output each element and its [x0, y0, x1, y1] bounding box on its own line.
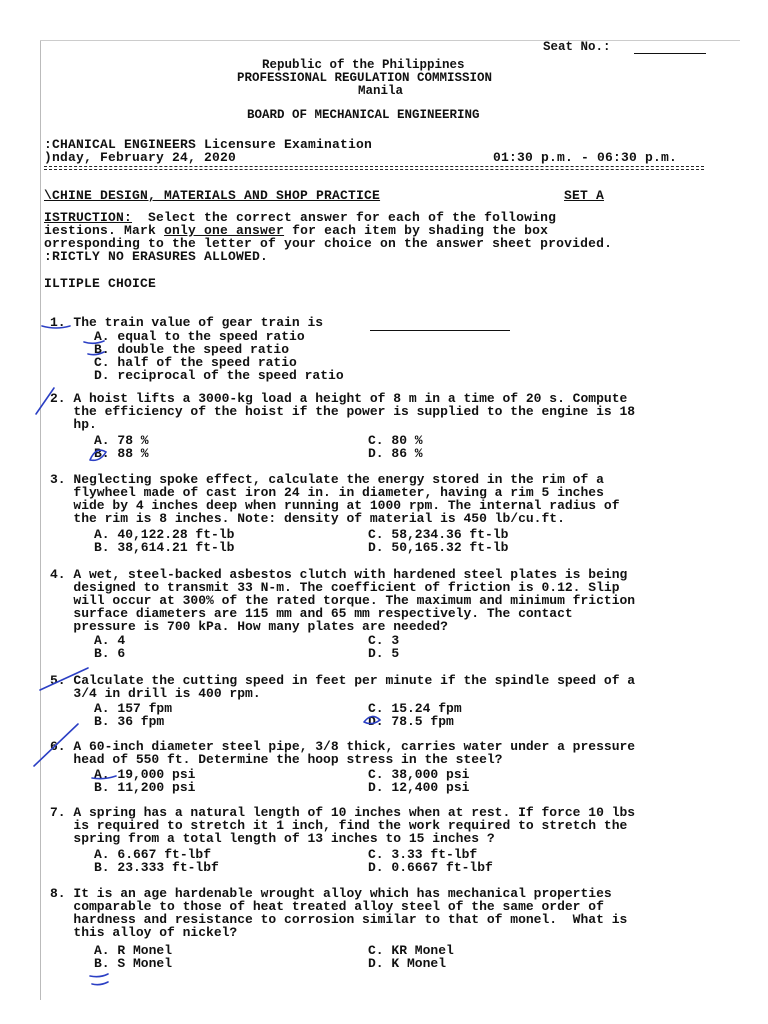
exam-date: )nday, February 24, 2020 [44, 150, 237, 165]
question-text-line: 6. A 60-inch diameter steel pipe, 3/8 thick, carries water under a pressure [50, 739, 636, 754]
pen-underline-q8-b [90, 974, 108, 977]
question-text-line: wide by 4 inches deep when running at 1000 rpm. The internal radius of [50, 498, 620, 513]
option-b: B. 23.333 ft-lbf [94, 860, 219, 875]
instruction-emphasis: only one answer [164, 223, 285, 238]
question-text-line: will occur at 300% of the rated torque. The maximum and minimum friction [50, 593, 636, 608]
question-text-line: 4. A wet, steel-backed asbestos clutch with hardened steel plates is being [50, 567, 628, 582]
question-text-line: spring from a total length of 13 inches to 15 inches ? [50, 831, 495, 846]
question-3 [50, 473, 620, 525]
question-8 [50, 887, 627, 939]
header-city: Manila [358, 84, 404, 98]
instruction-line-3: orresponding to the letter of your choice on the answer sheet provided. [44, 236, 613, 251]
option-a: A. 157 fpm [94, 701, 173, 716]
question-text-line: the efficiency of the hoist if the power is supplied to the engine is 18 [50, 404, 636, 419]
option-c: C. 38,000 psi [368, 767, 470, 782]
seat-number-blank [634, 53, 706, 54]
question-text-line: 2. A hoist lifts a 3000-kg load a height of 8 m in a time of 20 s. Compute [50, 391, 628, 406]
question-text-line: this alloy of nickel? [50, 925, 238, 940]
option-a: A. 19,000 psi [94, 767, 196, 782]
separator-line-2 [44, 169, 704, 170]
option-c: C. half of the speed ratio [94, 355, 297, 370]
option-a: A. 6.667 ft-lbf [94, 847, 212, 862]
option-b: B. 6 [94, 646, 126, 661]
question-text-line: 8. It is an age hardenable wrought alloy which has mechanical properties [50, 886, 612, 901]
question-text-line: 3. Neglecting spoke effect, calculate the energy stored in the rim of a [50, 472, 604, 487]
page-border-top [40, 40, 740, 41]
option-d: D. 12,400 psi [368, 780, 470, 795]
question-text-line: pressure is 700 kPa. How many plates are needed? [50, 619, 448, 634]
option-a: A. 4 [94, 633, 126, 648]
option-c: C. 15.24 fpm [368, 701, 462, 716]
option-a: A. 40,122.28 ft-lb [94, 527, 235, 542]
separator-line-1 [44, 166, 704, 167]
subject-title: \CHINE DESIGN, MATERIALS AND SHOP PRACTICE [44, 188, 381, 203]
option-b: B. 11,200 psi [94, 780, 196, 795]
option-c: C. KR Monel [368, 943, 454, 958]
option-d: D. reciprocal of the speed ratio [94, 368, 344, 383]
option-b: B. double the speed ratio [94, 342, 290, 357]
question-text-line: 5. Calculate the cutting speed in feet per minute if the spindle speed of a [50, 673, 636, 688]
question-text-line: surface diameters are 115 mm and 65 mm respectively. The contact [50, 606, 573, 621]
option-b: B. 36 fpm [94, 714, 165, 729]
option-a: A. R Monel [94, 943, 173, 958]
question-text-line: 1. The train value of gear train is [50, 315, 324, 330]
exam-title: :CHANICAL ENGINEERS Licensure Examination [44, 137, 373, 152]
pen-underline-q8-b2 [92, 982, 108, 985]
seat-number-label: Seat No.: [543, 40, 611, 54]
page-border-left [40, 40, 41, 1000]
instruction-text-2a: iestions. Mark [44, 223, 165, 238]
question-1 [50, 316, 323, 329]
option-b: B. S Monel [94, 956, 173, 971]
question-5 [50, 674, 635, 700]
option-b: B. 88 % [94, 446, 149, 461]
option-c: C. 3.33 ft-lbf [368, 847, 478, 862]
option-d: D. 5 [368, 646, 400, 661]
option-d: D. 0.6667 ft-lbf [368, 860, 493, 875]
header-board: BOARD OF MECHANICAL ENGINEERING [247, 108, 480, 122]
exam-time: 01:30 p.m. - 06:30 p.m. [493, 150, 678, 165]
section-title: ILTIPLE CHOICE [44, 276, 157, 291]
option-d: D. 86 % [368, 446, 423, 461]
instruction-text-2b: for each item by shading the box [284, 223, 549, 238]
question-4 [50, 568, 635, 633]
question-6 [50, 740, 635, 766]
question-7 [50, 806, 635, 845]
question-text-line: flywheel made of cast iron 24 in. in diameter, having a rim 5 inches [50, 485, 604, 500]
header-commission: PROFESSIONAL REGULATION COMMISSION [237, 71, 493, 85]
option-d: D. 50,165.32 ft-lb [368, 540, 509, 555]
question-text-line: comparable to those of heat treated alloy steel of the same order of [50, 899, 604, 914]
question-text-line: 3/4 in drill is 400 rpm. [50, 686, 261, 701]
option-c: C. 58,234.36 ft-lb [368, 527, 509, 542]
option-a: A. 78 % [94, 433, 149, 448]
option-a: A. equal to the speed ratio [94, 329, 305, 344]
question-text-line: hp. [50, 417, 97, 432]
question-text-line: is required to stretch it 1 inch, find the work required to stretch the [50, 818, 628, 833]
option-d: D. K Monel [368, 956, 447, 971]
option-b: B. 38,614.21 ft-lb [94, 540, 235, 555]
option-c: C. 80 % [368, 433, 423, 448]
set-label: SET A [564, 188, 605, 203]
question-text-line: designed to transmit 33 N-m. The coefficient of friction is 0.12. Slip [50, 580, 620, 595]
instruction-line-4: :RICTLY NO ERASURES ALLOWED. [44, 249, 269, 264]
question-text-line: hardness and resistance to corrosion similar to that of monel. What is [50, 912, 628, 927]
option-d: D. 78.5 fpm [368, 714, 454, 729]
question-text-line: 7. A spring has a natural length of 10 inches when at rest. If force 10 lbs [50, 805, 636, 820]
question-text-line: the rim is 8 inches. Note: density of material is 450 lb/cu.ft. [50, 511, 565, 526]
instruction-text-1: Select the correct answer for each of the following [132, 210, 557, 225]
header-republic: Republic of the Philippines [262, 58, 465, 72]
instruction-label: ISTRUCTION: [44, 210, 133, 225]
option-c: C. 3 [368, 633, 400, 648]
question-2 [50, 392, 635, 431]
answer-blank [370, 330, 510, 331]
question-text-line: head of 550 ft. Determine the hoop stress in the steel? [50, 752, 503, 767]
